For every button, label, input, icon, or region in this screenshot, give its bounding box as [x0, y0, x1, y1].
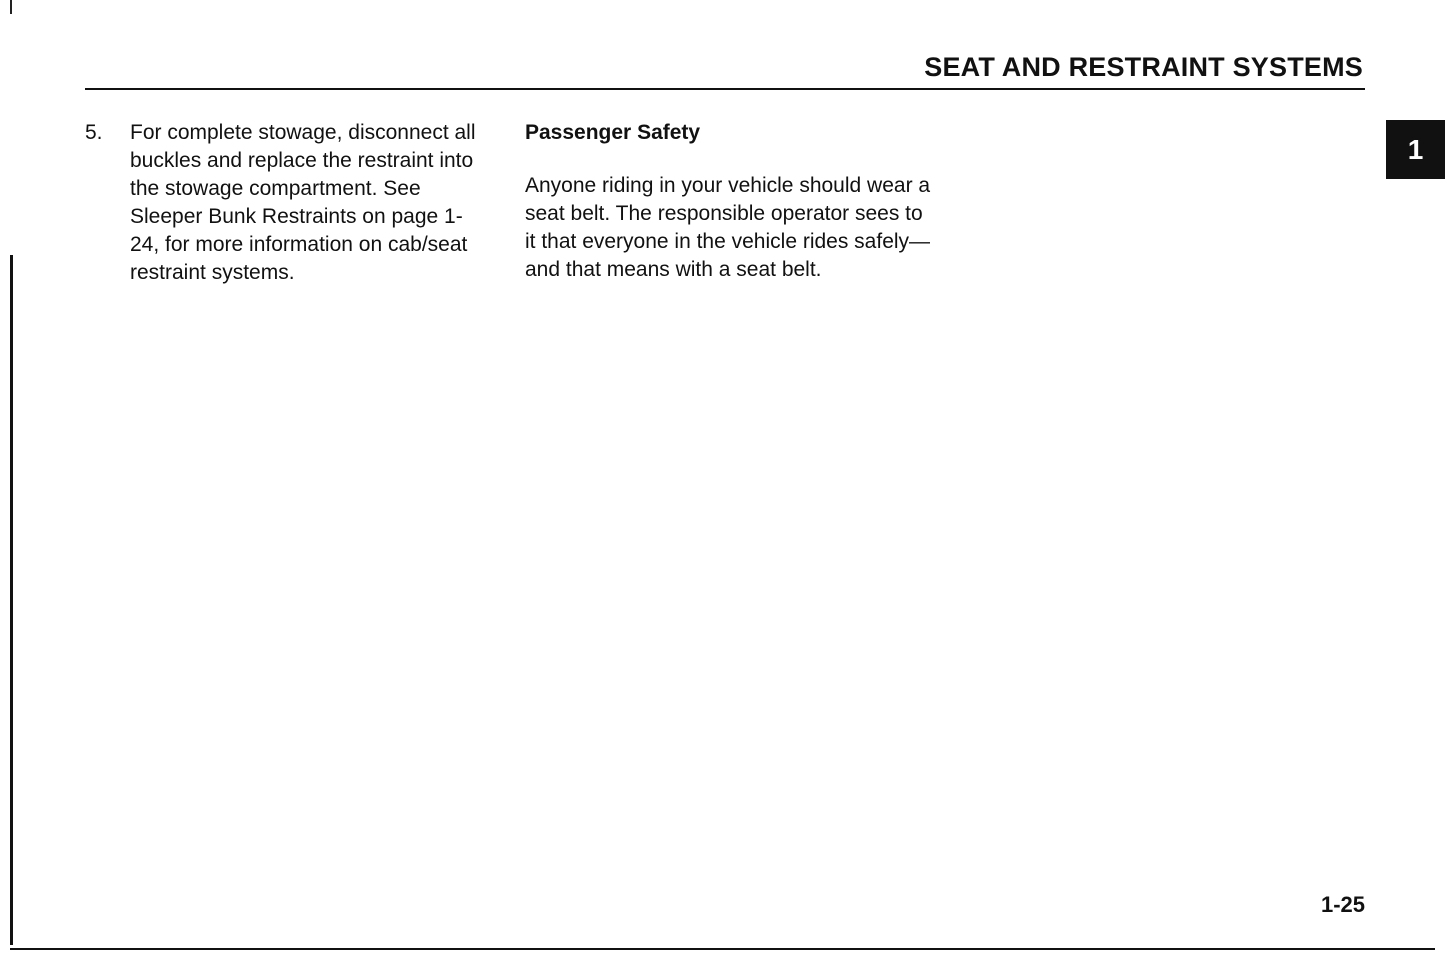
- left-column: [85, 119, 505, 287]
- footer-divider: [10, 948, 1435, 950]
- scan-edge-mark: [10, 0, 12, 14]
- section-heading: Passenger Safety: [525, 121, 701, 144]
- header-divider: [85, 88, 1365, 90]
- right-column: [525, 119, 945, 284]
- step-number: 5.: [85, 121, 103, 144]
- scan-edge-line: [10, 255, 13, 945]
- section-body: Anyone riding in your vehicle should wear a seat belt. The responsible operator sees to it that everyone in the vehicle rides safely—and that means with a seat belt.: [525, 174, 931, 281]
- chapter-tab: 1: [1386, 120, 1445, 179]
- page-title: SEAT AND RESTRAINT SYSTEMS: [924, 52, 1363, 82]
- page-number: 1-25: [1320, 892, 1365, 917]
- step-text: For complete stowage, disconnect all buckles and replace the restraint into the stowage compartment. See Sleeper Bunk Restraints on page 1-24, for more information on cab/seat restraint systems.: [130, 121, 476, 284]
